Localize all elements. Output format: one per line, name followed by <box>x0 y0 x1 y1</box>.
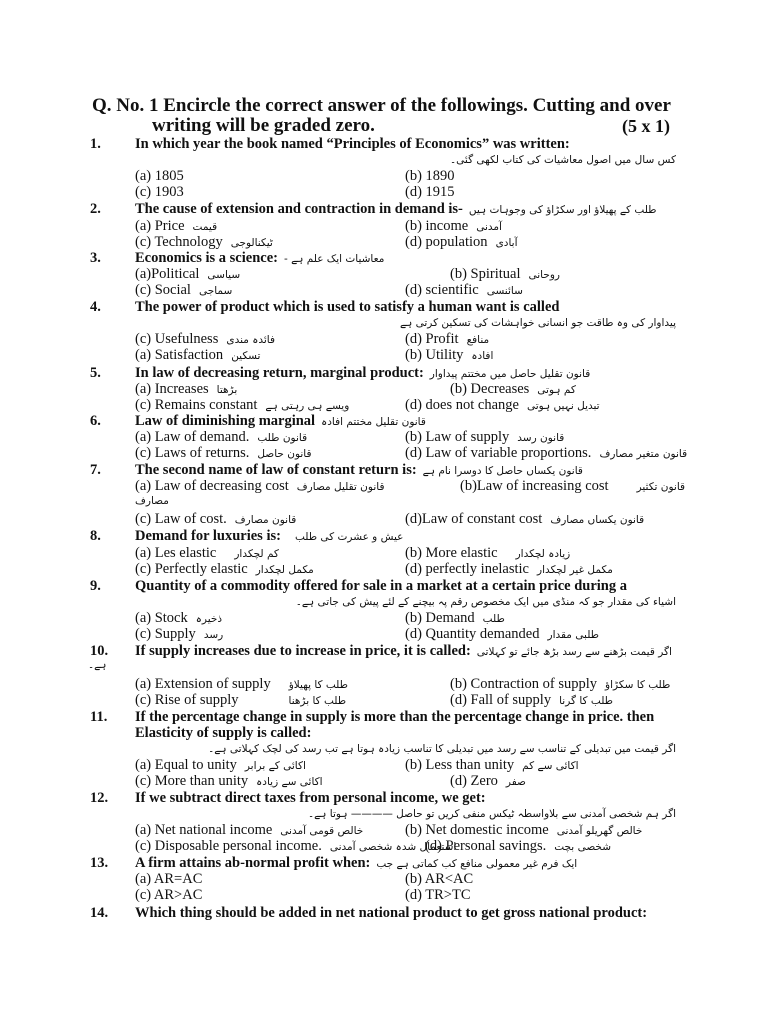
option-d[interactable]: (d) does not change تبدیل نہیں ہوتی <box>405 397 600 413</box>
option-a[interactable]: (a)Political سیاسی <box>135 266 241 282</box>
question-text: The second name of law of constant return is: قانون یکساں حاصل کا دوسرا نام ہے <box>135 462 583 478</box>
option-c[interactable]: (c) More than unity اکائی سے زیادہ <box>135 773 323 789</box>
question-text: A firm attains ab-normal profit when: ایک فرم غیر معمولی منافع کب کماتی ہے جب <box>135 855 578 871</box>
option-c[interactable]: (c) Supply رسد <box>135 626 224 642</box>
option-b[interactable]: (b) income آمدنی <box>405 218 502 234</box>
question-urdu-wrap: ہے۔ <box>88 659 107 671</box>
option-c[interactable]: (c) 1903 <box>135 184 184 200</box>
question-number: 5. <box>90 365 101 381</box>
question-number: 13. <box>90 855 109 871</box>
question-text: Quantity of a commodity offered for sale in a market at a certain price during a <box>135 578 627 594</box>
option-b[interactable]: (b) Law of supply قانون رسد <box>405 429 565 445</box>
question-number: 14. <box>90 905 109 921</box>
option-b[interactable]: (b) More elastic زیادہ لچکدار <box>405 545 571 561</box>
question-text: In which year the book named “Principles of Economics” was written: <box>135 136 570 152</box>
question-urdu: قانون یکساں حاصل کا دوسرا نام ہے <box>422 465 583 477</box>
option-d[interactable]: (d) 1915 <box>405 184 455 200</box>
option-c[interactable]: (c) Social سماجی <box>135 282 233 298</box>
option-b[interactable]: (b) AR<AC <box>405 871 474 887</box>
question-number: 8. <box>90 528 101 544</box>
question-text: Demand for luxuries is: عیش و عشرت کی طلب <box>135 528 404 544</box>
question-urdu: طلب کے پھیلاؤ اور سکڑاؤ کی وجوہات ہیں <box>468 204 657 216</box>
option-urdu-wrap: مصارف <box>135 495 169 507</box>
question-number: 7. <box>90 462 101 478</box>
marks-label: (5 x 1) <box>622 116 670 136</box>
option-a[interactable]: (a) AR=AC <box>135 871 203 887</box>
question-text: If the percentage change in supply is more than the percentage change in price. then <box>135 709 655 725</box>
question-urdu: معاشیات ایک علم ہے - <box>283 253 385 265</box>
option-d[interactable]: (d) population آبادی <box>405 234 518 250</box>
question-text: The cause of extension and contraction in demand is- طلب کے پھیلاؤ اور سکڑاؤ کی وجوہات ہیں <box>135 201 657 217</box>
question-text: If we subtract direct taxes from personal income, we get: <box>135 790 486 806</box>
question-urdu: قانون تقلیل حاصل میں مختتم پیداوار <box>429 368 591 380</box>
question-urdu: قانون تقلیل مختتم افادہ <box>321 416 426 428</box>
option-a[interactable]: (a) Increases بڑھتا <box>135 381 238 397</box>
option-a[interactable]: (a) Net national income خالص قومی آمدنی <box>135 822 364 838</box>
option-a[interactable]: (a) Law of decreasing cost قانون تقلیل مصارف <box>135 478 385 494</box>
question-number: 1. <box>90 136 101 152</box>
question-text-line2: Elasticity of supply is called: <box>135 725 312 741</box>
option-a[interactable]: (a) Stock ذخیرہ <box>135 610 223 626</box>
instruction-heading-line2: writing will be graded zero. <box>152 115 375 136</box>
option-a[interactable]: (a) Extension of supply طلب کا پھیلاؤ <box>135 676 349 692</box>
instruction-heading-line1: Q. No. 1 Encircle the correct answer of the followings. Cutting and over <box>92 95 671 116</box>
option-b[interactable]: (b) Demand طلب <box>405 610 505 626</box>
option-a[interactable]: (a) 1805 <box>135 168 184 184</box>
option-b[interactable]: (b) Less than unity اکائی سے کم <box>405 757 579 773</box>
option-c[interactable]: (c) Technology ٹیکنالوجی <box>135 234 273 250</box>
option-a[interactable]: (a) Price قیمت <box>135 218 218 234</box>
option-d[interactable]: (d) Personal savings. شخصی بچت <box>425 838 611 854</box>
question-number: 3. <box>90 250 101 266</box>
option-b[interactable]: (b) Spiritual روحانی <box>450 266 560 282</box>
option-b[interactable]: (b) Net domestic income خالص گھریلو آمدنی <box>405 822 643 838</box>
question-number: 12. <box>90 790 109 806</box>
option-c[interactable]: (c) Laws of returns. قانون حاصل <box>135 445 312 461</box>
option-d[interactable]: (d) Profit منافع <box>405 331 490 347</box>
option-c[interactable]: (c) Usefulness فائدہ مندی <box>135 331 276 347</box>
question-urdu: اگر قیمت بڑھنے سے رسد بڑھ جائے تو کہلاتی <box>476 646 672 658</box>
question-number: 6. <box>90 413 101 429</box>
option-d[interactable]: (d) Law of variable proportions. قانون متغیر مصارف <box>405 445 688 461</box>
option-a[interactable]: (a) Law of demand. قانون طلب <box>135 429 308 445</box>
question-urdu: اگر قیمت میں تبدیلی کے تناسب سے رسد میں تبدیلی کا تناسب زیادہ ہوتا ہے تب رسد کی لچک کہلاتی ہے۔ <box>208 743 676 755</box>
option-b[interactable]: (b) Contraction of supply طلب کا سکڑاؤ <box>450 676 671 692</box>
question-text: If supply increases due to increase in price, it is called: اگر قیمت بڑھنے سے رسد بڑھ جائے تو کہلاتی <box>135 643 672 659</box>
option-c[interactable]: (c) Perfectly elastic مکمل لچکدار <box>135 561 314 577</box>
question-urdu: کس سال میں اصول معاشیات کی کتاب لکھی گئی۔ <box>450 154 676 166</box>
question-text: Law of diminishing marginal قانون تقلیل مختتم افادہ <box>135 413 426 429</box>
option-a[interactable]: (a) Les elastic کم لچکدار <box>135 545 279 561</box>
question-number: 2. <box>90 201 101 217</box>
question-urdu: اگر ہم شخصی آمدنی سے بلاواسطہ ٹیکس منفی کریں تو حاصل ———— ہوتا ہے۔ <box>308 808 676 820</box>
question-text: Economics is a science: معاشیات ایک علم ہے - <box>135 250 385 266</box>
question-number: 9. <box>90 578 101 594</box>
option-d[interactable]: (d) Fall of supply طلب کا گرنا <box>450 692 614 708</box>
question-urdu: عیش و عشرت کی طلب <box>294 531 404 543</box>
question-urdu: اشیاء کی مقدار جو کہ منڈی میں ایک مخصوص رقم پہ بیچنے کے لئے پیش کی جاتی ہے۔ <box>295 596 676 608</box>
option-b[interactable]: (b)Law of increasing cost قانون تکثیر <box>460 478 686 494</box>
question-text: The power of product which is used to satisfy a human want is called <box>135 299 560 315</box>
option-d[interactable]: (d) Zero صفر <box>450 773 526 789</box>
question-text: In law of decreasing return, marginal product: قانون تقلیل حاصل میں مختتم پیداوار <box>135 365 591 381</box>
option-b[interactable]: (b) Utility افادہ <box>405 347 494 363</box>
question-number: 10. <box>90 643 109 659</box>
option-c[interactable]: (c) Law of cost. قانون مصارف <box>135 511 297 527</box>
option-c[interactable]: (c) Remains constant ویسے ہی رہتی ہے <box>135 397 350 413</box>
question-urdu: ایک فرم غیر معمولی منافع کب کماتی ہے جب <box>376 858 578 870</box>
option-a[interactable]: (a) Satisfaction تسکین <box>135 347 261 363</box>
question-number: 11. <box>90 709 108 725</box>
option-d[interactable]: (d) Quantity demanded طلبی مقدار <box>405 626 600 642</box>
question-urdu: پیداوار کی وہ طاقت جو انسانی خواہشات کی تسکین کرتی ہے <box>399 317 676 329</box>
option-c[interactable]: (c) AR>AC <box>135 887 203 903</box>
option-a[interactable]: (a) Equal to unity اکائی کے برابر <box>135 757 306 773</box>
option-d[interactable]: (d) TR>TC <box>405 887 471 903</box>
option-d[interactable]: (d) scientific سائنسی <box>405 282 523 298</box>
option-d[interactable]: (d)Law of constant cost قانون یکساں مصارف <box>405 511 645 527</box>
option-b[interactable]: (b) Decreases کم ہوتی <box>450 381 576 397</box>
option-d[interactable]: (d) perfectly inelastic مکمل غیر لچکدار <box>405 561 613 577</box>
question-text: Which thing should be added in net national product to get gross national product: <box>135 905 648 921</box>
question-number: 4. <box>90 299 101 315</box>
option-c[interactable]: (c) Rise of supply طلب کا بڑھنا <box>135 692 347 708</box>
option-b[interactable]: (b) 1890 <box>405 168 455 184</box>
option-c[interactable]: (c) Disposable personal income. استعمال شدہ شخصی آمدنی <box>135 838 457 854</box>
